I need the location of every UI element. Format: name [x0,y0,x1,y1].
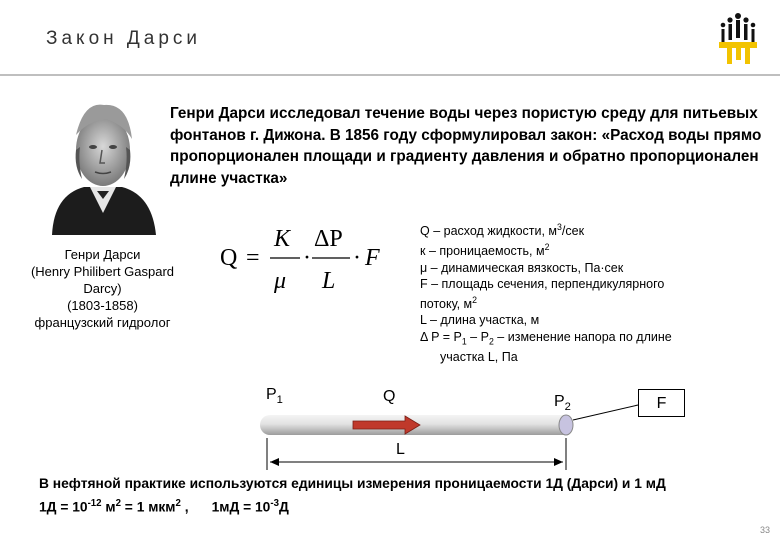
formula-equals: = [246,245,260,271]
units-line-1: В нефтяной практике используются единицы измерения проницаемости 1Д (Дарси) и 1 мД [39,476,666,491]
formula-dp: ΔP [314,226,343,252]
l-arrow-left [270,458,279,466]
label-l: L [396,441,405,458]
legend-f: F – площадь сечения, перпендикулярного [420,276,665,291]
formula-l: L [322,268,336,294]
legend-k: к – проницаемость, $м^2$ [420,242,550,259]
label-p2: $P_2$ [554,393,571,414]
formula-dot-1: · [303,245,311,271]
formula-f: F [365,245,380,271]
label-f-box: F [638,389,685,417]
caption-fullname-cont: Darcy) [83,281,122,296]
page-number: 33 [760,525,771,535]
pipe-end-cap [559,415,573,435]
formula-dot-2: · [353,245,361,271]
label-q: Q [383,388,396,405]
legend-dp-cont: участка L, Па [440,350,518,365]
intro-paragraph: Генри Дарси исследовал течение воды через пористую среду для питьевых фонтанов г. Дижона. В 1856 году сформулировал закон: «Расход воды прямо пропорционален площади и градиенту давления и обратно пропорционален длине участка» [170,105,762,187]
f-pointer-line [573,405,638,420]
units-line-2: $1Д = 10^{-12}$ $м^2 = 1$ мкм$^2$ , $1мД = 10^{-3}Д$ [39,498,289,515]
caption-fullname: (Henry Philibert Gaspard [30,264,175,279]
legend-q: Q – расход жидкости, $м^3$/сек [420,222,585,239]
caption-occupation: французский гидролог [34,315,171,330]
legend-l: L – длина участка, м [420,313,540,328]
caption-name: Генри Дарси [64,247,141,262]
label-p1: $P_1$ [266,386,283,407]
formula-mu: μ [274,268,287,294]
caption-years: (1803-1858) [67,298,138,313]
legend-f-cont: потоку, $м^2$ [420,295,478,312]
legend-mu: μ – динамическая вязкость, Па·сек [420,260,624,275]
legend-dp: Δ $P = P_1 - P_2$ – изменение напора по длине [420,329,672,347]
formula-q: Q [220,245,238,271]
units-note [39,474,779,518]
slide-title: Закон Дарси [46,28,202,49]
l-arrow-right [554,458,563,466]
formula-k: K [274,226,291,252]
